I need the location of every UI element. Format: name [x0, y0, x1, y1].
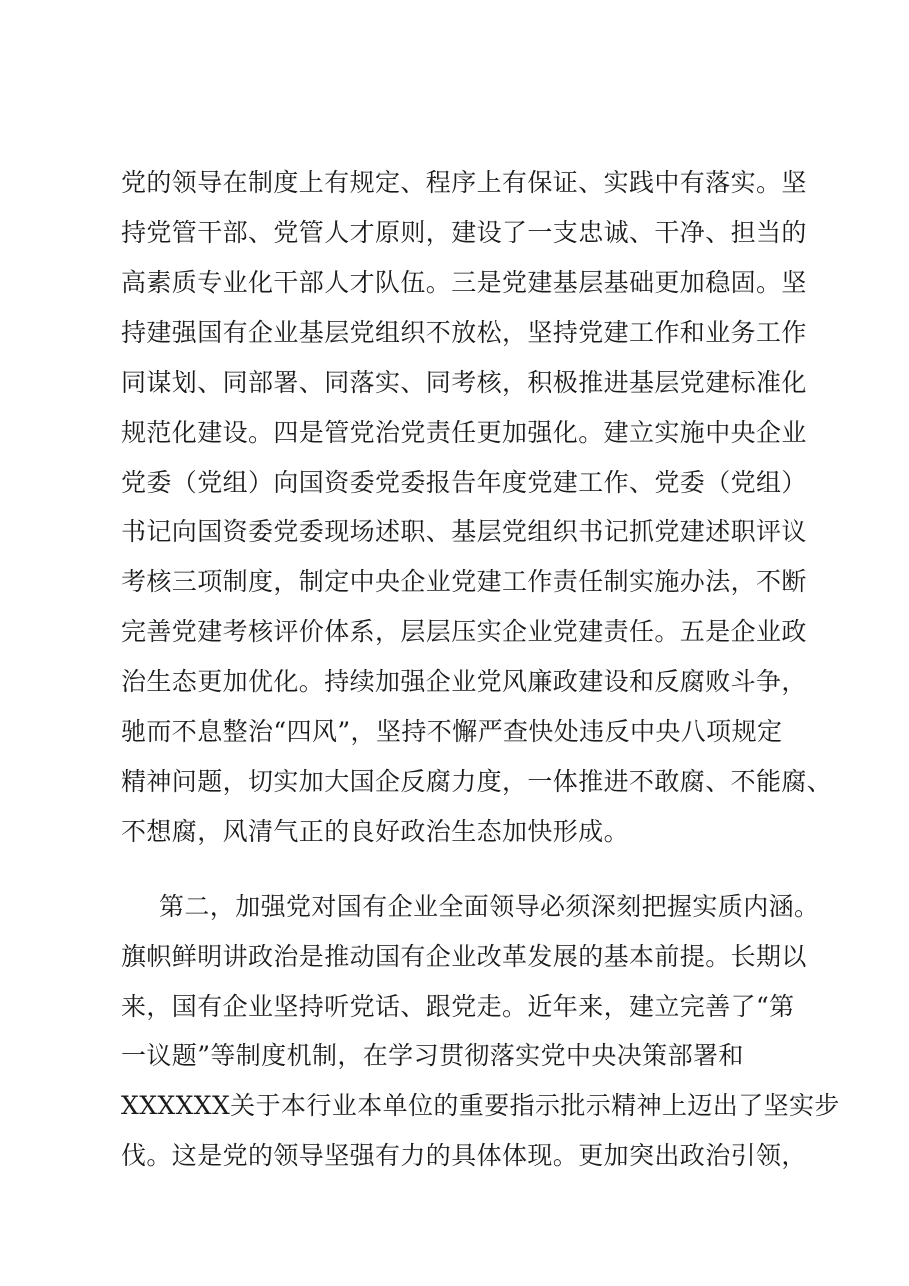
text-line: 来，国有企业坚持听党话、跟党走。近年来，建立完善了“第 [121, 992, 795, 1021]
text-line: 持党管干部、党管人才原则，建设了一支忠诚、干净、担当的 [121, 218, 807, 247]
text-line: 驰而不息整治“四风”，坚持不懈严查快处违反中央八项规定 [121, 717, 783, 746]
text-line: 完善党建考核评价体系，层层压实企业党建责任。五是企业政 [121, 617, 807, 646]
text-line: 党委（党组）向国资委党委报告年度党建工作、党委（党组） [121, 468, 807, 497]
text-line: 考核三项制度，制定中央企业党建工作责任制实施办法，不断 [121, 567, 807, 596]
text-line: 精神问题，切实加大国企反腐力度，一体推进不敢腐、不能腐、 [121, 767, 833, 796]
text-line: 规范化建设。四是管党治党责任更加强化。建立实施中央企业 [121, 418, 807, 447]
text-line: 党的领导在制度上有规定、程序上有保证、实践中有落实。坚 [121, 168, 807, 197]
text-line: 持建强国有企业基层党组织不放松，坚持党建工作和业务工作 [121, 318, 807, 347]
text-line: 一议题”等制度机制，在学习贯彻落实党中央决策部署和 [121, 1041, 744, 1070]
text-line: 书记向国资委党委现场述职、基层党组织书记抓党建述职评议 [121, 517, 807, 546]
text-line: XXXXXX关于本行业本单位的重要指示批示精神上迈出了坚实步 [121, 1091, 840, 1120]
text-line: 不想腐，风清气正的良好政治生态加快形成。 [121, 817, 630, 846]
text-line: 第二，加强党对国有企业全面领导必须深刻把握实质内涵。 [159, 892, 820, 921]
text-line: 治生态更加优化。持续加强企业党风廉政建设和反腐败斗争， [121, 667, 807, 696]
text-line: 同谋划、同部署、同落实、同考核，积极推进基层党建标准化 [121, 368, 807, 397]
text-line: 高素质专业化干部人才队伍。三是党建基层基础更加稳固。坚 [121, 268, 807, 297]
text-line: 旗帜鲜明讲政治是推动国有企业改革发展的基本前提。长期以 [121, 942, 807, 971]
text-line: 伐。这是党的领导坚强有力的具体体现。更加突出政治引领， [121, 1141, 807, 1170]
